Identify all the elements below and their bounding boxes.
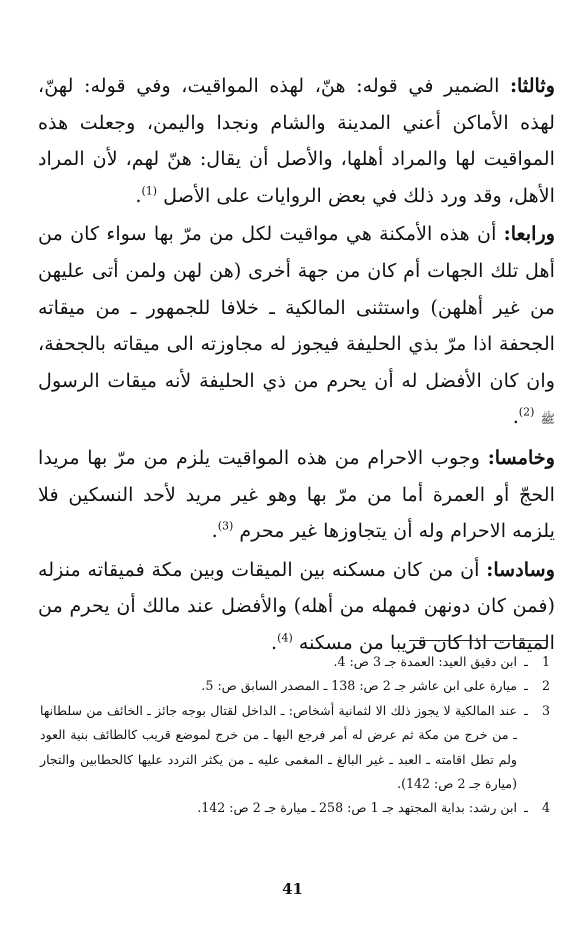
footnote-dash: ـ [524, 800, 528, 816]
footnote-item [40, 674, 557, 698]
paragraph-lead: وسادسا: [486, 557, 555, 581]
paragraph-sixth [38, 552, 555, 662]
footnote-number: 3 [541, 702, 550, 718]
paragraph-text: أن هذه الأمكنة هي مواقيت لكل من مرّ بها سواء كان من أهل تلك الجهات أم كان من جهة أخرى (هن لهن ولمن أتى عليهن من غير أهلهن) واستثنى المالكية ـ خلافا للجمهور ـ من ميقاته الجحفة اذا مرّ بذي الحليفة فيجوز له مجاوزته الى ميقاته بالجحفة، وان كان الأفضل له أن يحرم من ذي الحليفة لأنه ميقات الرسول [38, 222, 555, 392]
footnote-text: ابن رشد: بداية المجتهد جـ 1 ص: 258 ـ ميارة جـ 2 ص: 142. [197, 800, 517, 816]
footnote-item [40, 699, 557, 797]
footnote-number: 2 [541, 678, 550, 694]
paragraph-lead: ورابعا: [503, 222, 555, 246]
footnote-dash: ـ [524, 702, 528, 718]
footnotes [40, 650, 557, 821]
footnote-ref: (3) [217, 519, 234, 533]
page-number: 41 [282, 880, 303, 898]
footnote-dash: ـ [524, 654, 528, 669]
footnote-divider [409, 640, 547, 641]
paragraph-third [38, 68, 555, 214]
footnote-ref: (1) [141, 184, 158, 198]
footnote-item [40, 796, 557, 820]
paragraph-fifth [38, 440, 555, 550]
footnote-text: ميارة على ابن عاشر جـ 2 ص: 138 ـ المصدر السابق ص: 5. [201, 678, 517, 694]
footnote-dash: ـ [524, 678, 528, 694]
paragraph-text: وجوب الاحرام من هذه المواقيت يلزم من مرّ بها مريدا الحجّ أو العمرة أما من مرّ بها وهو غير مريد لأحد النسكين فلا يلزمه الاحرام وله أن يتجاوزها غير محرم [38, 445, 555, 543]
footnote-text: ابن دقيق العيد: العمدة جـ 3 ص: 4. [333, 654, 517, 669]
footnote-number: 1 [541, 654, 550, 669]
footnote-item [40, 650, 557, 674]
paragraph-fourth [38, 216, 555, 438]
paragraph-lead: وثالثا: [509, 74, 555, 97]
salutation-glyph: ﷺ [540, 412, 555, 427]
footnote-text: عند المالكية لا يجوز ذلك الا لثمانية أشخاص: ـ الداخل لقتال بوجه جائز ـ الخائف من سلطانها ـ من خرج من مكة ثم عرض له أمر فرجع اليها ـ من خرج لموضع قريب كالطائف بنية العود ولم تطل اقامته ـ العبد ـ غير البالغ ـ المغمى عليه ـ من يكثر التردد عليها كالحطابين والتجار (ميارة جـ 2 ص: 142). [40, 702, 517, 792]
main-text [38, 68, 555, 662]
paragraph-text: الضمير في قوله: هنّ، لهذه المواقيت، وفي قوله: لهنّ، لهذه الأماكن أعني المدينة والشام ونجدا واليمن، وجعلت هذه المواقيت لها والمراد أهلها، والأصل أن يقال: هنّ لهم، لأن المراد الأهل، وقد ورد ذلك في بعض الروايات على الأصل [38, 74, 555, 207]
paragraph-tail: . [512, 405, 519, 429]
paragraph-tail: . [135, 183, 142, 207]
footnote-ref: (2) [518, 405, 535, 419]
paragraph-tail: . [211, 519, 218, 543]
footnote-number: 4 [541, 800, 550, 816]
paragraph-tail: . [271, 630, 278, 654]
paragraph-text: أن من كان مسكنه بين الميقات وبين مكة فميقاته منزله (فمن كان دونهن فمهله من أهله) والأفضل عند مالك أن يحرم من الميقات اذا كان قريبا من مسكنه [38, 557, 555, 654]
footnote-ref: (4) [277, 631, 293, 645]
paragraph-lead: وخامسا: [487, 445, 555, 469]
